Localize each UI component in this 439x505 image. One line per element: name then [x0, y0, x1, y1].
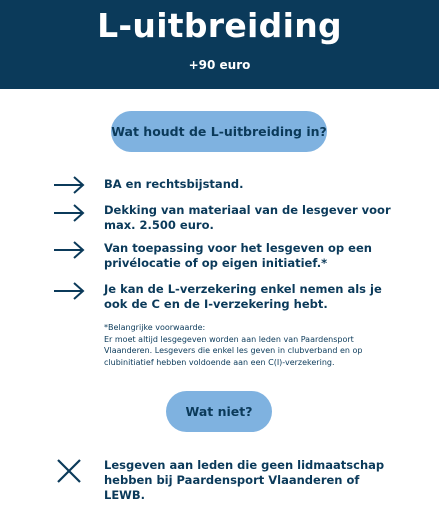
note-body: Er moet altijd lesgegeven worden aan leden van Paardensport Vlaanderen. Lesgevers die enkel les geven in clubverband en op clubinitiatief hebben voldoende aan een C(I)-verzekering. [104, 334, 363, 367]
feature-text: Je kan de L-verzekering enkel nemen als je ook de C en de I-verzekering hebt. [104, 282, 382, 311]
page-title: L-uitbreiding [97, 6, 342, 45]
condition-note [104, 322, 394, 368]
arrow-right-icon [53, 282, 85, 300]
what-not-button[interactable]: Wat niet? [166, 391, 272, 432]
arrow-right-icon [53, 204, 85, 222]
price-label: +90 euro [188, 58, 251, 72]
page-header [0, 0, 439, 89]
exclusion-text: Lesgeven aan leden die geen lidmaatschap hebben bij Paardensport Vlaanderen of LEWB. [104, 458, 385, 502]
feature-text: Dekking van materiaal van de lesgever voor max. 2.500 euro. [104, 203, 391, 232]
arrow-right-icon [53, 176, 85, 194]
feature-text: BA en rechtsbijstand. [104, 177, 244, 191]
what-included-button[interactable]: Wat houdt de L-uitbreiding in? [111, 111, 327, 152]
cross-icon [56, 458, 82, 484]
feature-text: Van toepassing voor het lesgeven op een privélocatie of op eigen initiatief.* [104, 241, 372, 270]
arrow-right-icon [53, 241, 85, 259]
note-title: *Belangrijke voorwaarde: [104, 323, 206, 332]
